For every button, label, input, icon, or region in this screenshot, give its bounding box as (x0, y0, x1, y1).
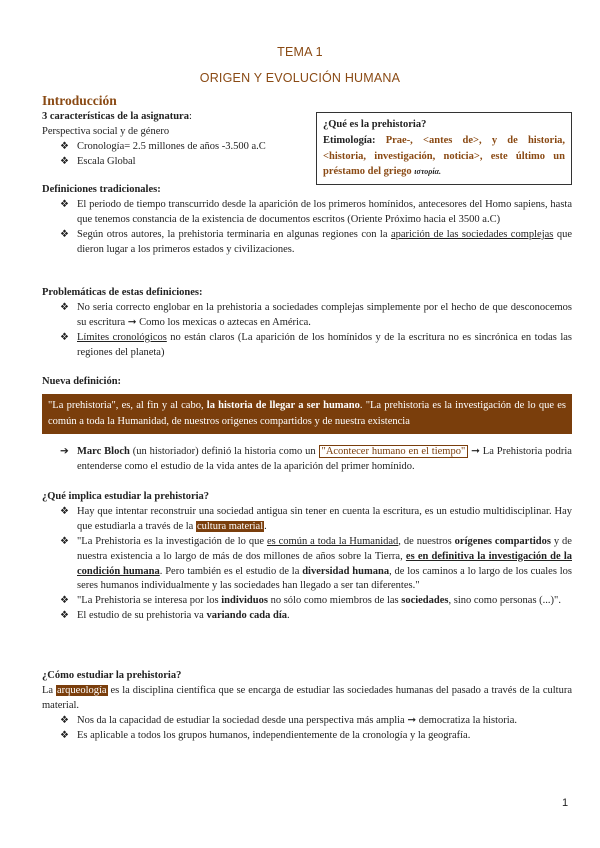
bullet-diamond-icon: ❖ (60, 155, 69, 167)
paragraph-text: es la disciplina científica que se encarga de estudiar las sociedades humanas del pasado a través de la cultura material. (42, 684, 572, 711)
bullet-diamond-icon: ❖ (60, 610, 69, 622)
problems-bullets (42, 301, 572, 361)
bullet-text: Escala Global (77, 155, 136, 167)
underlined-text: es común a toda la Humanidad (266, 535, 399, 547)
characteristics-title: 3 características de la asignatura (42, 111, 189, 122)
problems-heading: Problemáticas de estas definiciones: (42, 287, 203, 298)
etymology-value: Prae-, <antes de>, y de historia, <historia, investigación, noticia>, este último un préstamo del griego (323, 134, 566, 178)
colon-text: : (188, 111, 192, 122)
bloch-name: Marc Bloch (77, 446, 130, 457)
bullet-text: El periodo de tiempo transcurrido desde la aparición de los primeros homínidos, antecesores del Homo sapiens, hasta que tenemos constancia de la existencia de documentos escritos (Oriente Próximo hacia el 3500 a.C) (77, 198, 572, 225)
bullet-text: no sólo como miembros de las (267, 595, 402, 607)
list-item (42, 140, 307, 155)
highlighted-text: cultura material (196, 520, 264, 532)
bullet-diamond-icon: ❖ (60, 331, 69, 343)
definition-quote-box (42, 394, 572, 434)
intro-block (42, 110, 307, 170)
bullet-text: "La Prehistoria es la investigación de lo que (77, 535, 267, 547)
bold-text: orígenes compartidos (454, 535, 551, 547)
bullet-diamond-icon: ❖ (60, 198, 69, 210)
list-item (42, 609, 572, 624)
bold-text: variando cada día (206, 610, 287, 622)
bullet-diamond-icon: ❖ (60, 535, 69, 547)
box-question: ¿Qué es la prehistoria? (323, 119, 427, 130)
list-item (42, 505, 572, 535)
bullet-text: Es aplicable a todos los grupos humanos, independientemente de la cronología y la geografía. (77, 729, 471, 741)
bullet-text: El estudio de su prehistoria va (77, 610, 207, 622)
definitions-section (42, 183, 572, 258)
bullet-diamond-icon: ❖ (60, 595, 69, 607)
bloch-text: (un historiador) definió la historia como un (129, 446, 319, 457)
topic-subtitle: ORIGEN Y EVOLUCIÓN HUMANA (199, 71, 401, 85)
bullet-text: Cronología= 2.5 millones de años -3.500 a.C (77, 140, 266, 152)
definitions-bullets (42, 198, 572, 258)
underlined-text: Límites cronológicos (77, 331, 167, 343)
list-item (42, 594, 572, 609)
implies-heading: ¿Qué implica estudiar la prehistoria? (42, 491, 210, 502)
bold-text: diversidad humana (302, 565, 390, 577)
bloch-paragraph (42, 445, 572, 475)
etymology-box (316, 112, 572, 185)
page-number: 1 (562, 797, 569, 809)
intro-bullets (42, 140, 307, 170)
topic-title: TEMA 1 (277, 45, 323, 59)
bullet-text: "La Prehistoria se interesa por los (77, 595, 222, 607)
bold-text: sociedades (401, 595, 449, 607)
list-item (42, 535, 572, 595)
how-section (42, 669, 572, 744)
underlined-text: aparición de las sociedades complejas (390, 228, 554, 240)
new-definition-heading (42, 375, 572, 390)
how-heading: ¿Cómo estudiar la prehistoria? (42, 670, 182, 681)
highlighted-text: "Acontecer humano en el tiempo" (319, 445, 469, 458)
quote-bold: la historia de llegar a ser humano (206, 400, 360, 411)
quote-text: "La prehistoria", es, al fin y al cabo, (48, 400, 207, 411)
bullet-text: , de nuestros (398, 535, 455, 547)
bullet-diamond-icon: ❖ (60, 505, 69, 517)
bullet-diamond-icon: ❖ (60, 714, 69, 726)
bullet-text: , de los caminos a lo largo de los cuales los seres humanos individualmente y las sociedades han llegado a ser tan diferentes." (77, 565, 572, 592)
bullet-text: Nos da la capacidad de estudiar la sociedad desde una perspectiva más amplia ➞ democratiza la historia. (77, 714, 517, 726)
bullet-text: Hay que intentar reconstruir una sociedad antigua sin tener en cuenta la escritura, es un estudio multidisciplinar. Hay que estudiarla a través de la (77, 505, 572, 532)
bullet-text: y de nuestra existencia a lo largo de más de dos millones de años sobre la Tierra, (77, 535, 572, 562)
bullet-diamond-icon: ❖ (60, 729, 69, 741)
greek-word: ιστορία. (414, 167, 442, 177)
list-item (42, 331, 572, 361)
bullet-diamond-icon: ❖ (60, 301, 69, 313)
paragraph-text: La (42, 684, 57, 696)
bullet-text: Según otros autores, la prehistoria terminaria en algunas regiones con la (77, 228, 391, 240)
list-item (42, 228, 572, 258)
definitions-heading: Definiciones tradicionales: (42, 184, 161, 195)
bullet-text: . Pero también es el estudio de la (159, 565, 303, 577)
bullet-text: . (264, 520, 267, 532)
bullet-text: . (287, 610, 290, 622)
perspective-text: Perspectiva social y de género (42, 125, 170, 137)
bloch-text: ➞ La Prehistoria podria entenderse como el estudio de la vida antes de la aparición del primer homínido. (77, 446, 572, 472)
highlighted-text: arqueología (57, 684, 107, 696)
bold-underlined-text: es en definitiva la investigación de la condición humana (77, 550, 572, 577)
bold-text: individuos (221, 595, 268, 607)
implies-section (42, 490, 572, 624)
bullet-text: , sino como personas (...)". (448, 595, 561, 607)
list-item (42, 155, 307, 170)
list-item (42, 714, 572, 729)
bullet-text: que dieron lugar a los primeros estados y civilizaciones. (77, 228, 572, 255)
how-bullets (42, 714, 572, 744)
new-definition-title: Nueva definición: (42, 376, 122, 387)
arrow-right-icon: ➔ (60, 446, 69, 457)
list-item (42, 198, 572, 228)
bullet-diamond-icon: ❖ (60, 228, 69, 240)
etymology-label: Etimología: (323, 134, 376, 146)
implies-bullets (42, 505, 572, 624)
intro-heading: Introducción (42, 93, 117, 108)
bullet-diamond-icon: ❖ (60, 140, 69, 152)
etymology-text (323, 133, 565, 180)
list-item (42, 729, 572, 744)
archaeology-paragraph (42, 684, 572, 714)
quote-text: . "La prehistoria es la investigación de lo que es común a toda la Humanidad, de nuestros origenes compartidos y de nuestra existencia (48, 400, 566, 427)
list-item (42, 301, 572, 331)
problems-section (42, 286, 572, 361)
bullet-text: No seria correcto englobar en la prehistoria a sociedades complejas simplemente por el hecho de que desconocemos su escritura ➞ Como los mexicas o aztecas en América. (77, 301, 572, 328)
bullet-text: no están claros (La aparición de los homínidos y de la escritura no es sincrónica en todas las regiones del planeta) (77, 331, 572, 358)
